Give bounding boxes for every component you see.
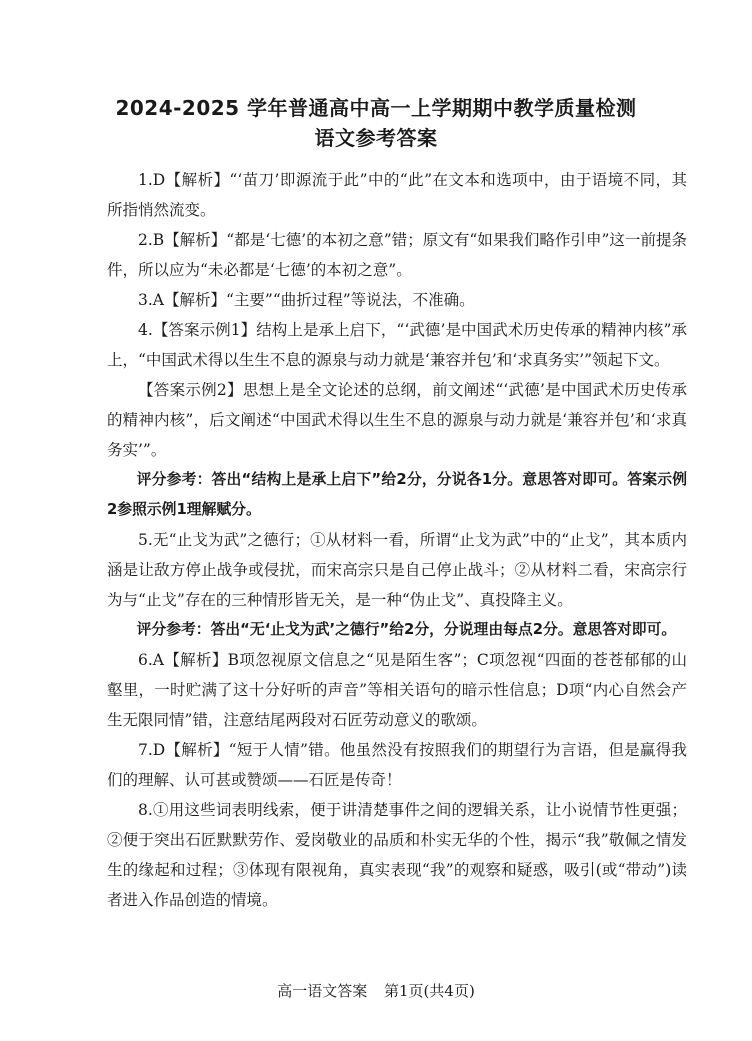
answer-paragraph: 2.B【解析】“都是‘七德’的本初之意”错；原文有“如果我们略作引申”这一前提条件，所以应为“未必都是‘七德’的本初之意”。 <box>107 231 687 279</box>
answer-body <box>107 165 687 915</box>
page-subtitle: 语文参考答案 <box>314 126 438 150</box>
answer-paragraph: 5.无“止戈为武”之德行；①从材料一看，所谓“止戈为武”中的“止戈”，其本质内涵是让敌方停止战争或侵扰，而宋高宗只是自己停止战斗；②从材料二看，宋高宗行为与“止戈”存在的三种情形皆无关，是一种“伪止戈”、真投降主义。 <box>107 531 687 609</box>
page-title: 2024-2025 学年普通高中高一上学期期中教学质量检测 <box>115 96 637 120</box>
footer-page-number: 第1页(共4页) <box>384 982 475 1000</box>
answer-paragraph: 1.D【解析】“‘苗刀’即源流于此”中的“此”在文本和选项中，由于语境不同，其所指悄然流变。 <box>107 171 687 219</box>
page-footer <box>0 980 752 1001</box>
footer-subject: 高一语文答案 <box>277 982 368 1000</box>
answer-paragraph: 3.A【解析】“主要”“曲折过程”等说法，不准确。 <box>138 291 475 309</box>
answer-paragraph: 6.A【解析】B项忽视原文信息之“见是陌生客”；C项忽视“四面的苍苍郁郁的山壑里，一时贮满了这十分好听的声音”等相关语句的暗示性信息；D项“内心自然会产生无限同情”错，注意结尾两段对石匠劳动意义的歌颂。 <box>107 651 687 729</box>
answer-paragraph: 8.①用这些词表明线索，便于讲清楚事件之间的逻辑关系，让小说情节性更强；②便于突出石匠默默劳作、爱岗敬业的品质和朴实无华的个性，揭示“我”敬佩之情发生的缘起和过程；③体现有限视角，真实表现“我”的观察和疑惑，吸引(或“带动”)读者进入作品创造的情境。 <box>107 801 687 909</box>
answer-paragraph: 【答案示例2】思想上是全文论述的总纲，前文阐述“‘武德’是中国武术历史传承的精神内核”，后文阐述“中国武术得以生生不息的源泉与动力就是‘兼容并包’和‘求真务实’”。 <box>107 381 687 459</box>
answer-paragraph: 7.D【解析】“短于人情”错。他虽然没有按照我们的期望行为言语，但是赢得我们的理解、认可甚或赞颂——石匠是传奇！ <box>107 741 687 789</box>
scoring-note: 评分参考：答出“无‘止戈为武’之德行”给2分，分说理由每点2分。意思答对即可。 <box>136 621 677 638</box>
scoring-note: 评分参考：答出“结构上是承上启下”给2分，分说各1分。意思答对即可。答案示例2参照示例1理解赋分。 <box>107 471 687 518</box>
answer-paragraph: 4.【答案示例1】结构上是承上启下，“‘武德’是中国武术历史传承的精神内核”承上，“中国武术得以生生不息的源泉与动力就是‘兼容并包’和‘求真务实’”领起下文。 <box>107 321 687 369</box>
